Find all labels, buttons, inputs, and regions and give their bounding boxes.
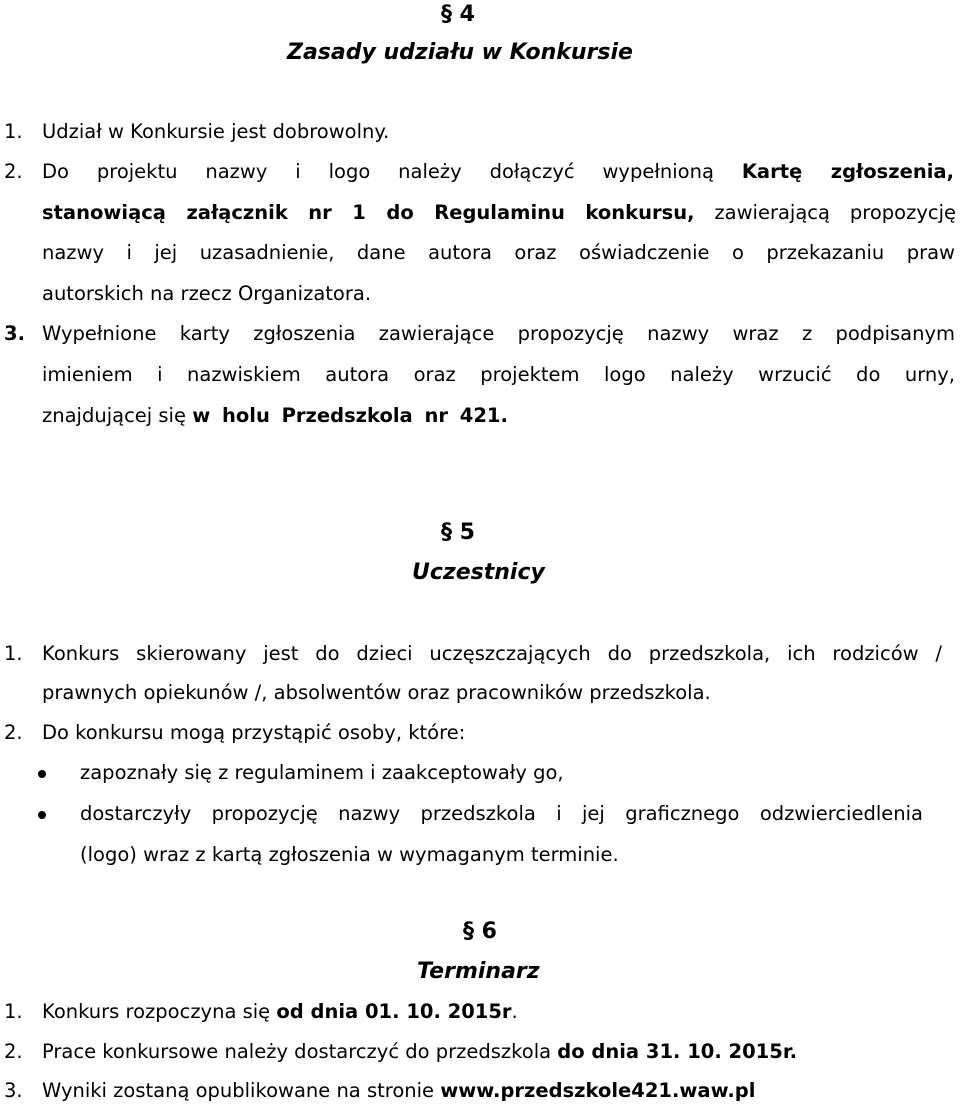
- list-number: 2.: [4, 721, 23, 744]
- deadline-date: do dnia 31. 10. 2015r.: [557, 1040, 798, 1063]
- list-item-text: Prace konkursowe należy dostarczyć do przedszkola: [42, 1040, 558, 1063]
- list-item-text: Wyniki zostaną opublikowane na stronie: [42, 1079, 441, 1102]
- list-number: 2.: [4, 1040, 23, 1063]
- list-item-line: prawnych opiekunów /, absolwentów oraz pracowników przedszkola.: [42, 681, 711, 704]
- list-item-line: [42, 1081, 755, 1101]
- list-item-line: Wypełnione karty zgłoszenia zawierające propozycję nazwy wraz z podpisanym: [42, 322, 955, 345]
- list-number: 2.: [4, 160, 23, 183]
- list-item-text: Do projektu nazwy i logo należy dołączyć wypełnioną: [42, 160, 742, 183]
- bullet-item-text: (logo) wraz z kartą zgłoszenia w wymaganym terminie.: [80, 843, 619, 866]
- section-6-title: Terminarz: [417, 959, 540, 984]
- list-item-line: autorskich na rzecz Organizatora.: [42, 282, 372, 305]
- list-number: 1.: [4, 1000, 23, 1023]
- list-item-line: [42, 406, 508, 426]
- list-item-text: zawierającą propozycję: [694, 201, 956, 224]
- list-item-bold-text: stanowiącą załącznik nr 1 do Regulaminu konkursu,: [42, 201, 695, 224]
- list-number: 3.: [4, 1079, 23, 1102]
- website-link[interactable]: www.przedszkole421.waw.pl: [440, 1079, 756, 1102]
- list-item-text: znajdującej się: [42, 404, 193, 427]
- section-6-heading: § 6: [463, 919, 497, 944]
- list-item-text: Konkurs rozpoczyna się: [42, 1000, 277, 1023]
- start-date: od dnia 01. 10. 2015r: [276, 1000, 512, 1023]
- list-item-text: Udział w Konkursie jest dobrowolny.: [42, 120, 390, 143]
- bullet-item-text: zapoznały się z regulaminem i zaakceptowały go,: [80, 761, 564, 784]
- section-5-heading: § 5: [441, 520, 475, 545]
- list-item-line: [42, 1042, 797, 1062]
- list-number: 1.: [4, 120, 23, 143]
- bullet-item-text: dostarczyły propozycję nazwy przedszkola i jej graficznego odzwierciedlenia: [80, 802, 923, 825]
- list-number: 1.: [4, 642, 23, 665]
- bullet-icon: [38, 811, 46, 819]
- list-item-line: imieniem i nazwiskiem autora oraz projektem logo należy wrzucić do urny,: [42, 363, 955, 386]
- list-item-line: [42, 162, 954, 182]
- list-item-bold-text: w holu Przedszkola nr 421.: [192, 404, 508, 427]
- list-item-line: [42, 1002, 518, 1022]
- section-4-heading: § 4: [441, 2, 475, 27]
- list-item-bold-text: Kartę zgłoszenia,: [741, 160, 954, 183]
- list-item-text: Do konkursu mogą przystąpić osoby, które:: [42, 721, 466, 744]
- list-item-text: .: [511, 1000, 518, 1023]
- section-4-title: Zasady udziału w Konkursie: [287, 40, 633, 65]
- list-item-line: nazwy i jej uzasadnienie, dane autora oraz oświadczenie o przekazaniu praw: [42, 241, 955, 264]
- list-number: 3.: [4, 322, 25, 345]
- section-5-title: Uczestnicy: [412, 560, 545, 585]
- list-item-line: Konkurs skierowany jest do dzieci uczęszczających do przedszkola, ich rodziców /: [42, 642, 942, 665]
- list-item-line: [42, 203, 956, 223]
- bullet-icon: [38, 770, 46, 778]
